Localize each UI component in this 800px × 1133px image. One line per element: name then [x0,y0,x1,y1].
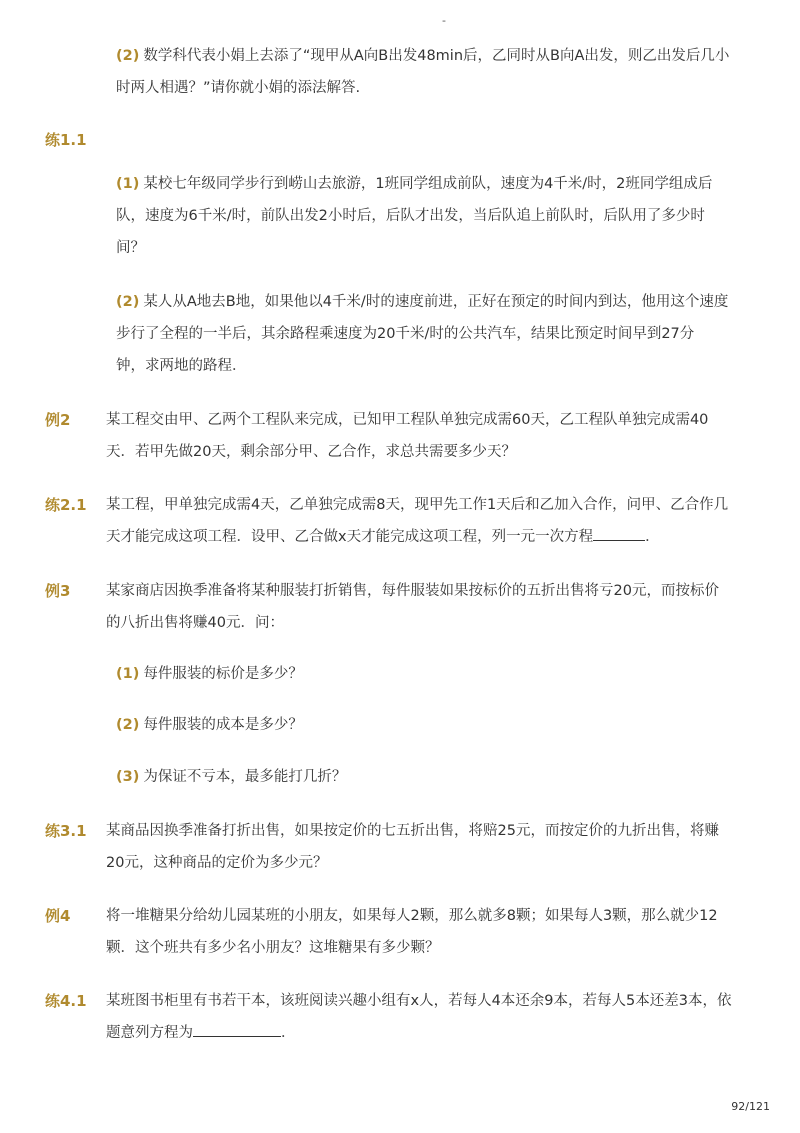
example3-question-1 [116,658,303,690]
example3-text [106,575,719,639]
practice1-1-question-1 [116,168,712,264]
text-line: 某工程交由甲、乙两个工程队来完成，已知甲工程队单独完成需60天，乙工程队单独完成需40 [106,412,709,428]
example-label: 例4 [45,907,71,925]
text-line: 数学科代表小娟上去添了“现甲从A向B出发48min后，乙同时从B向A出发，则乙出发后几小 [143,48,730,64]
practice3-1-text [106,815,719,879]
sub-number: (1) [116,176,140,192]
practice1-1-question-2 [116,286,728,382]
text-line: 为保证不亏本，最多能打几折？ [143,769,347,785]
sub-number: (2) [116,294,140,310]
sub-number: (2) [116,48,140,64]
example3-question-2 [116,709,303,741]
text-line: 某班图书柜里有书若干本，该班阅读兴趣小组有x人，若每人4本还余9本，若每人5本还差3本，依 [106,993,732,1009]
sub-number: (3) [116,769,140,785]
text-tail: ． [281,1025,296,1041]
text-tail: ． [645,529,660,545]
text-line: 20元，这种商品的定价为多少元？ [106,855,328,871]
text-line: 某商品因换季准备打折出售，如果按定价的七五折出售，将赔25元，而按定价的九折出售，将赚 [106,823,719,839]
text-line: 将一堆糖果分给幼儿园某班的小朋友，如果每人2颗，那么就多8颗；如果每人3颗，那么就少12 [106,908,718,924]
practice-label: 练3.1 [45,822,87,840]
text-line: 天才能完成这项工程．设甲、乙合做x天才能完成这项工程，列一元一次方程 [106,529,594,545]
text-line: 每件服装的成本是多少？ [143,717,303,733]
example3-question-3 [116,761,346,793]
example-label: 例3 [45,582,71,600]
practice2-1-text [106,489,728,553]
answer-blank [593,524,645,541]
text-line: 队，速度为6千米/时，前队出发2小时后，后队才出发，当后队追上前队时，后队用了多少时 [116,208,705,224]
text-line: 时两人相遇？”请你就小娟的添法解答. [116,80,361,96]
answer-blank [193,1020,281,1037]
practice-label: 练2.1 [45,496,87,514]
practice4-1-text [106,985,731,1049]
sub-number: (2) [116,717,140,733]
text-line: 颗．这个班共有多少名小朋友？这堆糖果有多少颗？ [106,940,440,956]
text-line: 间？ [116,240,145,256]
example2-text [106,404,708,468]
example1-question-2 [116,40,729,104]
example4-text [106,900,718,964]
text-line: 每件服装的标价是多少？ [143,666,303,682]
practice-label: 练4.1 [45,992,87,1010]
text-line: 某校七年级同学步行到崂山去旅游，1班同学组成前队，速度为4千米/时，2班同学组成后 [143,176,713,192]
header-mark: - [442,14,446,27]
sub-number: (1) [116,666,140,682]
text-line: 某人从A地去B地，如果他以4千米/时的速度前进，正好在预定的时间内到达，他用这个速度 [143,294,729,310]
practice-label: 练1.1 [45,131,87,149]
text-line: 某家商店因换季准备将某种服装打折销售，每件服装如果按标价的五折出售将亏20元，而按标价 [106,583,719,599]
text-line: 的八折出售将赚40元．问： [106,615,284,631]
text-line: 题意列方程为 [106,1025,193,1041]
text-line: 某工程，甲单独完成需4天，乙单独完成需8天，现甲先工作1天后和乙加入合作，问甲、乙合作几 [106,497,729,513]
text-line: 步行了全程的一半后，其余路程乘速度为20千米/时的公共汽车，结果比预定时间早到27分 [116,326,695,342]
text-line: 天．若甲先做20天，剩余部分甲、乙合作，求总共需要多少天？ [106,444,516,460]
example-label: 例2 [45,411,71,429]
page-number: 92/121 [731,1100,770,1113]
text-line: 钟，求两地的路程． [116,358,247,374]
